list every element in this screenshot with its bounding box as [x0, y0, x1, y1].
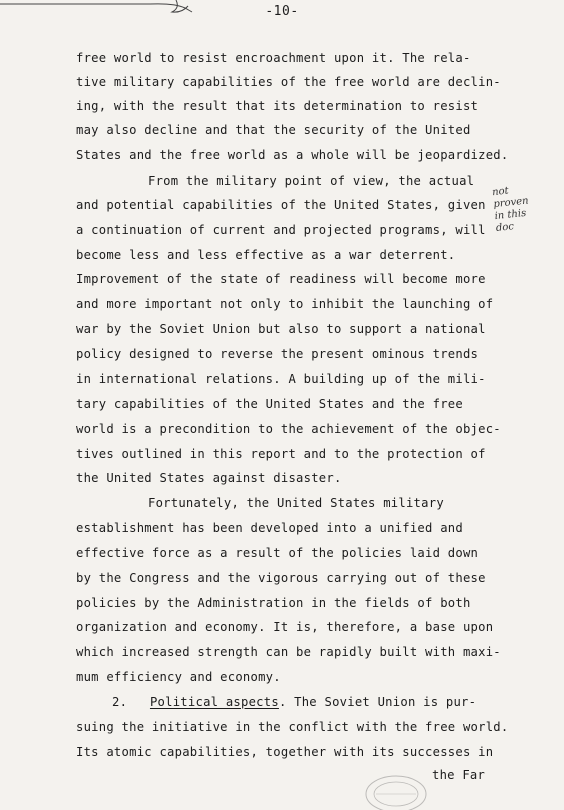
margin-note-line: in this	[494, 207, 527, 223]
text-line: mum efficiency and economy.	[76, 670, 281, 684]
section-number: 2.	[112, 695, 128, 709]
text-line: tary capabilities of the United States and the free	[76, 397, 463, 411]
text-line: and more important not only to inhibit the launching of	[76, 297, 494, 311]
text-line: States and the free world as a whole will be jeopardized.	[76, 148, 509, 162]
margin-note-line: doc	[495, 221, 515, 235]
text-line: ing, with the result that its determination to resist	[76, 99, 479, 113]
text-line: the United States against disaster.	[76, 471, 342, 485]
text-line: in international relations. A building up of the mili-	[76, 372, 486, 386]
text-line: effective force as a result of the policies laid down	[76, 546, 479, 560]
text-line: tive military capabilities of the free world are declin-	[76, 75, 501, 89]
text-line: Fortunately, the United States military	[148, 496, 444, 510]
text-line: From the military point of view, the actual	[148, 174, 475, 188]
section-heading-line	[112, 694, 476, 710]
handwritten-margin-note	[492, 181, 557, 235]
text-line: tives outlined in this report and to the protection of	[76, 447, 486, 461]
text-line: become less and less effective as a war deterrent.	[76, 248, 456, 262]
text-line: world is a precondition to the achievement of the objec-	[76, 422, 501, 436]
text-line: a continuation of current and projected programs, will	[76, 223, 486, 237]
text-line: policy designed to reverse the present ominous trends	[76, 347, 479, 361]
text-line: suing the initiative in the conflict with the free world.	[76, 720, 509, 734]
section-heading-rest: . The Soviet Union is pur-	[278, 695, 477, 709]
page-number: -10-	[265, 4, 299, 19]
text-line: organization and economy. It is, therefore, a base upon	[76, 620, 494, 634]
text-line: war by the Soviet Union but also to support a national	[76, 322, 486, 336]
section-heading: Political aspects	[149, 695, 279, 709]
text-line: Its atomic capabilities, together with its successes in	[76, 745, 494, 759]
text-line: Improvement of the state of readiness will become more	[76, 272, 486, 286]
text-line: may also decline and that the security of the United	[76, 123, 471, 137]
margin-note-line: proven	[492, 195, 530, 211]
text-line: establishment has been developed into a unified and	[76, 521, 463, 535]
text-line: free world to resist encroachment upon it. The rela-	[76, 51, 471, 65]
text-line: and potential capabilities of the United States, given	[76, 198, 486, 212]
catchword: the Far	[432, 768, 486, 782]
text-line: by the Congress and the vigorous carrying out of these	[76, 571, 486, 585]
margin-note-line: not	[491, 185, 510, 199]
text-line: policies by the Administration in the fields of both	[76, 596, 471, 610]
archive-stamp-icon	[362, 770, 430, 810]
text-line: which increased strength can be rapidly built with maxi-	[76, 645, 501, 659]
